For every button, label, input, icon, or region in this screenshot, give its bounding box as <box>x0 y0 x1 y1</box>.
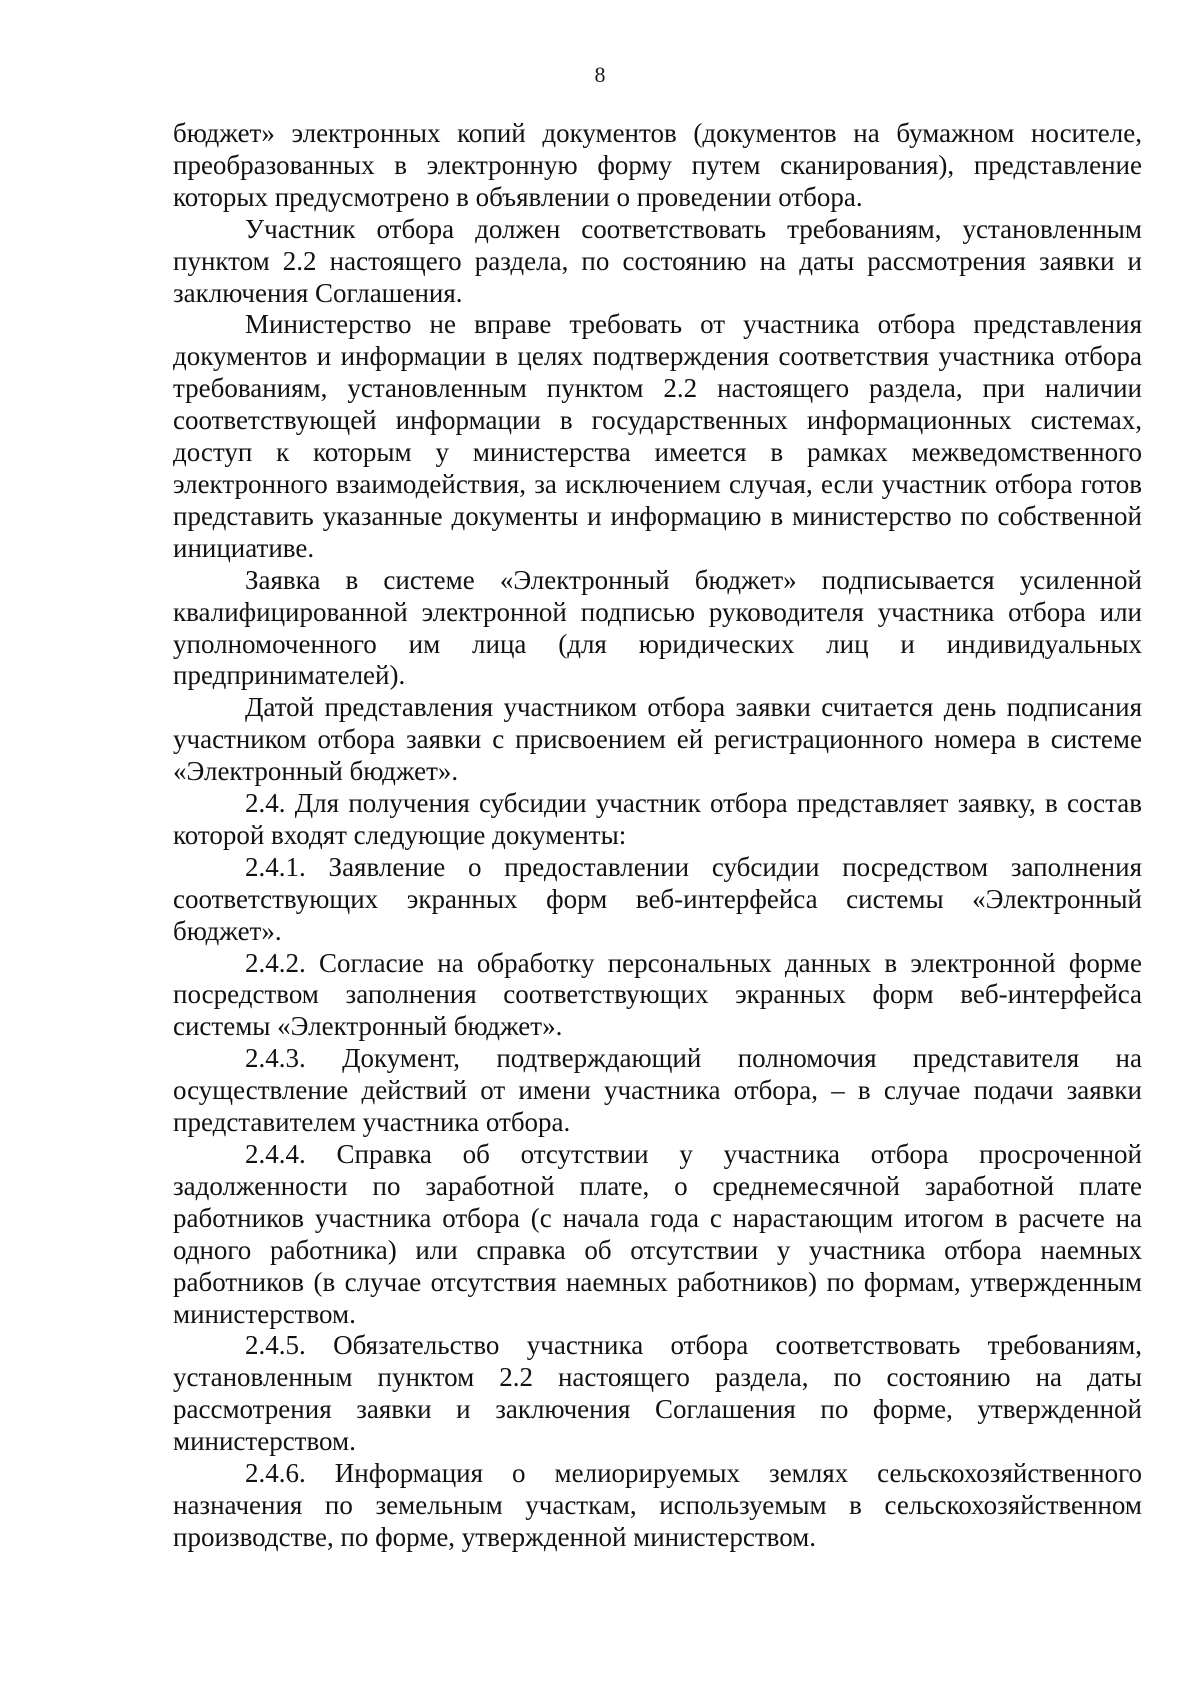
paragraph-application-signature: Заявка в системе «Электронный бюджет» подписывается усиленной квалифицированной электронной подписью руководителя участника отбора или уполномоченного им лица (для юридических лиц и индивидуальных предпринимателей). <box>173 564 1142 691</box>
paragraph-section-2-4: 2.4. Для получения субсидии участник отбора представляет заявку, в состав которой входят следующие документы: <box>173 788 1142 850</box>
paragraph-participant-requirements: Участник отбора должен соответствовать требованиям, установленным пунктом 2.2 настоящего раздела, по состоянию на даты рассмотрения заявки и заключения Соглашения. <box>173 213 1142 308</box>
paragraph-continuation: бюджет» электронных копий документов (документов на бумажном носителе, преобразованных в электронную форму путем сканирования), представление которых предусмотрено в объявлении о проведении отбора. <box>173 118 1142 212</box>
paragraph-section-2-4-3: 2.4.3. Документ, подтверждающий полномочия представителя на осуществление действий от имени участника отбора, – в случае подачи заявки представителем участника отбора. <box>173 1043 1142 1138</box>
page-number: 8 <box>594 62 606 87</box>
paragraph-section-2-4-1: 2.4.1. Заявление о предоставлении субсидии посредством заполнения соответствующих экранных форм веб-интерфейса системы «Электронный бюджет». <box>173 851 1142 946</box>
paragraph-section-2-4-6: 2.4.6. Информация о мелиорируемых землях сельскохозяйственного назначения по земельным участкам, используемым в сельскохозяйственном производстве, по форме, утвержденной министерством. <box>173 1458 1142 1552</box>
paragraph-section-2-4-2: 2.4.2. Согласие на обработку персональных данных в электронной форме посредством заполнения соответствующих экранных форм веб-интерфейса системы «Электронный бюджет». <box>173 947 1142 1042</box>
paragraph-ministry-restrictions: Министерство не вправе требовать от участника отбора представления документов и информации в целях подтверждения соответствия участника отбора требованиям, установленным пунктом 2.2 настоящего раздела, при наличии соответствующей информации в государственных информационных системах, доступ к которым у министерства имеется в рамках межведомственного электронного взаимодействия, за исключением случая, если участник отбора готов представить указанные документы и информацию в министерство по собственной инициативе. <box>173 309 1142 563</box>
document-body <box>173 118 1142 1554</box>
paragraph-section-2-4-4: 2.4.4. Справка об отсутствии у участника отбора просроченной задолженности по заработной плате, о среднемесячной заработной плате работников участника отбора (с начала года с нарастающим итогом в расчете на одного работника) или справка об отсутствии у участника отбора наемных работников (в случае отсутствия наемных работников) по формам, утвержденным министерством. <box>173 1139 1142 1329</box>
paragraph-section-2-4-5: 2.4.5. Обязательство участника отбора соответствовать требованиям, установленным пунктом 2.2 настоящего раздела, по состоянию на даты рассмотрения заявки и заключения Соглашения по форме, утвержденной министерством. <box>173 1330 1142 1457</box>
paragraph-submission-date: Датой представления участником отбора заявки считается день подписания участником отбора заявки с присвоением ей регистрационного номера в системе «Электронный бюджет». <box>173 692 1142 787</box>
